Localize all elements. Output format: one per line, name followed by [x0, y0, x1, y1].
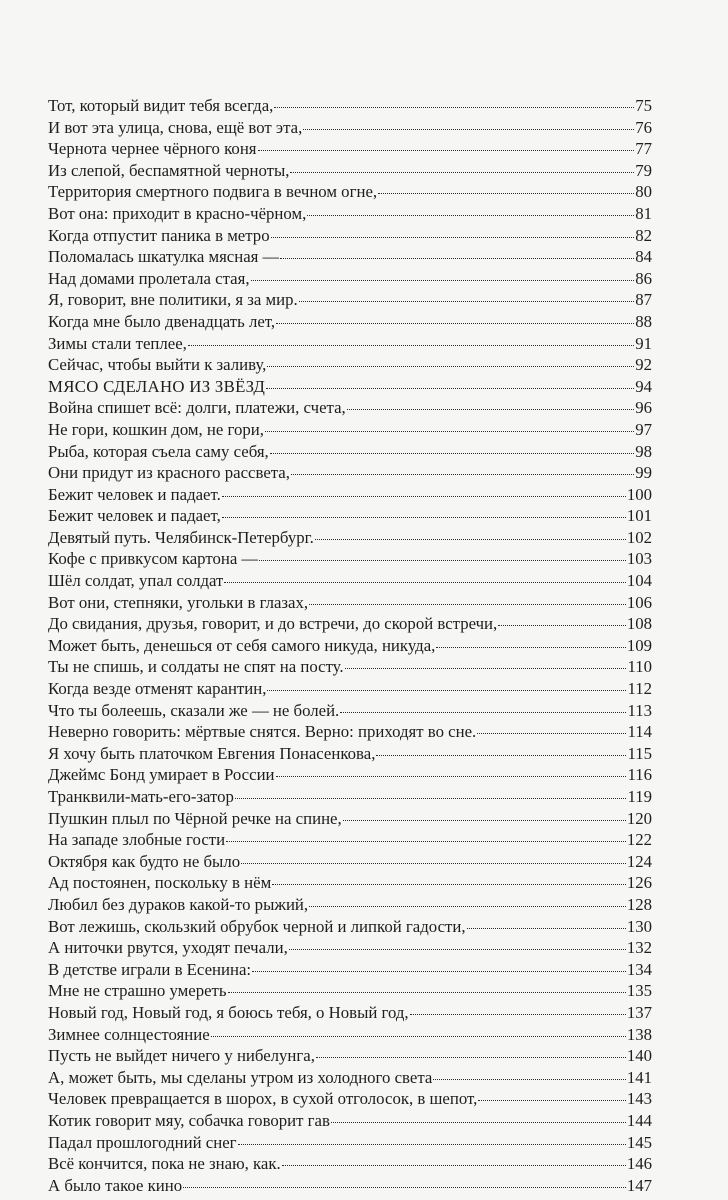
toc-entry-title: Война спишет всё: долги, платежи, счета, — [48, 398, 346, 418]
toc-entry-title: Я хочу быть платочком Евгения Понасенкова, — [48, 743, 376, 763]
toc-entry-title: Всё кончится, пока не знаю, как. — [48, 1154, 281, 1174]
toc-entry — [48, 916, 652, 938]
toc-dot-leader — [280, 258, 634, 259]
toc-page-number: 124 — [626, 851, 652, 871]
toc-page-number: 101 — [626, 506, 652, 526]
toc-page-number: 76 — [635, 117, 652, 137]
toc-entry-title: Вот лежишь, скользкий обрубок черной и липкой гадости, — [48, 916, 466, 936]
toc-entry — [48, 160, 652, 182]
toc-page-number: 135 — [626, 981, 652, 1001]
toc-page-number: 84 — [635, 247, 652, 267]
toc-dot-leader — [309, 906, 626, 907]
toc-entry — [48, 311, 652, 333]
toc-entry — [48, 592, 652, 614]
toc-entry-title: А было такое кино — [48, 1175, 183, 1195]
toc-page-number: 147 — [626, 1175, 652, 1195]
toc-entry-title: А ниточки рвутся, уходят печали, — [48, 938, 288, 958]
toc-entry — [48, 441, 652, 463]
toc-page-number: 146 — [626, 1154, 652, 1174]
toc-entry-title: Пусть не выйдет ничего у нибелунга, — [48, 1046, 315, 1066]
toc-page-number: 88 — [635, 311, 652, 331]
toc-entry — [48, 1153, 652, 1175]
toc-entry — [48, 743, 652, 765]
toc-dot-leader — [340, 712, 626, 713]
toc-dot-leader — [222, 496, 626, 497]
toc-page-number: 100 — [626, 484, 652, 504]
toc-page-number: 115 — [627, 743, 652, 763]
toc-entry-title: Сейчас, чтобы выйти к заливу, — [48, 355, 267, 375]
toc-page-number: 92 — [635, 355, 652, 375]
toc-dot-leader — [228, 992, 626, 993]
toc-dot-leader — [267, 690, 626, 691]
toc-entry-title: Ты не спишь, и солдаты не спят на посту. — [48, 657, 344, 677]
toc-entry-title: Над домами пролетала стая, — [48, 268, 250, 288]
toc-dot-leader — [258, 150, 635, 151]
toc-page-number: 109 — [626, 635, 652, 655]
toc-page-number: 104 — [626, 571, 652, 591]
toc-dot-leader — [267, 366, 634, 367]
toc-dot-leader — [433, 1079, 626, 1080]
toc-entry — [48, 786, 652, 808]
toc-dot-leader — [265, 431, 634, 432]
toc-dot-leader — [222, 517, 626, 518]
toc-page-number: 120 — [626, 808, 652, 828]
toc-entry-title: Что ты болеешь, сказали же — не болей. — [48, 700, 340, 720]
toc-page-number: 99 — [635, 463, 652, 483]
toc-dot-leader — [252, 971, 626, 972]
toc-entry — [48, 635, 652, 657]
toc-entry — [48, 419, 652, 441]
toc-entry-title: Джеймс Бонд умирает в России — [48, 765, 275, 785]
toc-entry — [48, 613, 652, 635]
toc-page-number: 126 — [626, 873, 652, 893]
toc-dot-leader — [266, 388, 634, 389]
toc-entry — [48, 548, 652, 570]
toc-dot-leader — [188, 345, 634, 346]
toc-entry — [48, 268, 652, 290]
toc-entry — [48, 700, 652, 722]
toc-entry — [48, 354, 652, 376]
toc-page-number: 138 — [626, 1024, 652, 1044]
toc-entry — [48, 181, 652, 203]
toc-page-number: 94 — [635, 376, 652, 396]
toc-entry — [48, 138, 652, 160]
toc-dot-leader — [274, 107, 634, 108]
toc-entry-title: Когда везде отменят карантин, — [48, 679, 267, 699]
toc-page-number: 98 — [635, 441, 652, 461]
toc-dot-leader — [410, 1014, 626, 1015]
toc-page-number: 144 — [626, 1110, 652, 1130]
toc-dot-leader — [276, 776, 627, 777]
toc-page-number: 106 — [626, 592, 652, 612]
toc-page-number: 119 — [627, 787, 652, 806]
toc-entry — [48, 527, 652, 549]
toc-dot-leader — [347, 409, 635, 410]
toc-dot-leader — [343, 820, 626, 821]
toc-entry — [48, 484, 652, 506]
toc-page-number: 86 — [635, 268, 652, 288]
toc-entry — [48, 1067, 652, 1089]
toc-dot-leader — [272, 884, 626, 885]
toc-page-number: 96 — [635, 398, 652, 418]
toc-dot-leader — [224, 582, 625, 583]
toc-entry — [48, 397, 652, 419]
toc-entry — [48, 117, 652, 139]
toc-entry-title: Человек превращается в шорох, в сухой отголосок, в шепот, — [48, 1089, 478, 1109]
toc-page-number: 128 — [626, 894, 652, 914]
toc-dot-leader — [270, 453, 634, 454]
toc-entry-title: Любил без дураков какой-то рыжий, — [48, 894, 309, 914]
toc-entry — [48, 851, 652, 873]
toc-page-number: 81 — [635, 203, 652, 223]
toc-dot-leader — [271, 237, 635, 238]
toc-page-number: 122 — [626, 830, 652, 850]
toc-page-number: 134 — [626, 959, 652, 979]
toc-page-number: 145 — [626, 1132, 652, 1152]
toc-entry — [48, 462, 652, 484]
toc-entry — [48, 1002, 652, 1024]
toc-page-number: 75 — [635, 96, 652, 115]
toc-entry — [48, 894, 652, 916]
toc-entry-title: Рыба, которая съела саму себя, — [48, 441, 269, 461]
toc-dot-leader — [276, 323, 634, 324]
toc-entry-title: Новый год, Новый год, я боюсь тебя, о Новый год, — [48, 1002, 409, 1022]
toc-page-number: 82 — [635, 225, 652, 245]
toc-dot-leader — [477, 733, 626, 734]
toc-entry — [48, 570, 652, 592]
toc-entry-title: Бежит человек и падает, — [48, 506, 221, 526]
toc-entry-title: Из слепой, беспамятной черноты, — [48, 160, 290, 180]
toc-entry — [48, 246, 652, 268]
toc-dot-leader — [183, 1187, 626, 1188]
toc-entry — [48, 1024, 652, 1046]
toc-entry — [48, 333, 652, 355]
toc-entry-title: Не гори, кошкин дом, не гори, — [48, 419, 264, 439]
toc-page-number: 132 — [626, 938, 652, 958]
toc-entry — [48, 721, 652, 743]
toc-entry-title: Вот она: приходит в красно-чёрном, — [48, 203, 307, 223]
toc-entry — [48, 225, 652, 247]
toc-page-number: 140 — [626, 1046, 652, 1066]
toc-dot-leader — [331, 1122, 626, 1123]
toc-page-number: 116 — [627, 765, 652, 785]
toc-dot-leader — [478, 1100, 626, 1101]
toc-page-number: 103 — [626, 549, 652, 569]
toc-entry-title: Октября как будто не было — [48, 851, 241, 871]
toc-entry-title: Пушкин плыл по Чёрной речке на спине, — [48, 808, 342, 828]
toc-dot-leader — [303, 129, 634, 130]
toc-entry-title: Бежит человек и падает. — [48, 484, 221, 504]
toc-entry — [48, 505, 652, 527]
toc-entry-title: В детстве играли в Есенина: — [48, 959, 252, 979]
toc-dot-leader — [316, 1057, 626, 1058]
toc-section-row — [48, 376, 652, 398]
toc-entry-title: Кофе с привкусом картона — — [48, 549, 259, 569]
toc-entry-title: Падал прошлогодний снег — [48, 1132, 237, 1152]
toc-entry-title: И вот эта улица, снова, ещё вот эта, — [48, 117, 303, 137]
toc-entry-title: Котик говорит мяу, собачка говорит гав — [48, 1110, 330, 1130]
toc-dot-leader — [238, 1144, 626, 1145]
toc-page-number: 110 — [627, 657, 652, 677]
toc-entry — [48, 1110, 652, 1132]
toc-entry — [48, 656, 652, 678]
toc-entry-title: Вот они, степняки, угольки в глазах, — [48, 592, 309, 612]
toc-page-number: 80 — [635, 182, 652, 202]
toc-dot-leader — [307, 215, 634, 216]
toc-page-number: 141 — [626, 1067, 652, 1087]
toc-dot-leader — [467, 928, 626, 929]
toc-page-number: 87 — [635, 290, 652, 310]
toc-entry-title: Неверно говорить: мёртвые снятся. Верно: приходят во сне. — [48, 722, 477, 742]
toc-entry — [48, 937, 652, 959]
toc-page-number: 130 — [626, 916, 652, 936]
toc-page-number: 108 — [626, 614, 652, 634]
toc-entry-title: Я, говорит, вне политики, я за мир. — [48, 290, 298, 310]
toc-entry-title: Девятый путь. Челябинск-Петербург. — [48, 527, 314, 547]
toc-entry-title: Шёл солдат, упал солдат — [48, 571, 224, 591]
toc-dot-leader — [251, 280, 635, 281]
toc-entry — [48, 95, 652, 117]
toc-page-number: 114 — [627, 722, 652, 742]
toc-page-number: 91 — [635, 333, 652, 353]
toc-entry-title: Ад постоянен, поскольку в нём — [48, 873, 272, 893]
toc-dot-leader — [376, 755, 626, 756]
toc-entry — [48, 289, 652, 311]
toc-dot-leader — [282, 1165, 626, 1166]
toc-entry — [48, 1175, 652, 1197]
toc-page-number: 77 — [635, 139, 652, 159]
toc-entry-title: Тот, который видит тебя всегда, — [48, 96, 274, 115]
toc-entry — [48, 980, 652, 1002]
toc-entry — [48, 203, 652, 225]
toc-dot-leader — [299, 301, 634, 302]
toc-dot-leader — [436, 647, 625, 648]
toc-entry-title: Когда мне было двенадцать лет, — [48, 311, 276, 331]
toc-entry-title: А, может быть, мы сделаны утром из холодного света — [48, 1067, 433, 1087]
toc-entry-title: Мне не страшно умереть — [48, 981, 227, 1001]
toc-entry-title: Транквили-мать-его-затор — [48, 787, 234, 806]
toc-entry-title: Зимы стали теплее, — [48, 333, 187, 353]
toc-dot-leader — [315, 539, 626, 540]
toc-entry-title: Поломалась шкатулка мясная — — [48, 247, 280, 267]
toc-entry — [48, 1088, 652, 1110]
toc-page-number: 112 — [627, 679, 652, 699]
toc-entry — [48, 764, 652, 786]
toc-dot-leader — [291, 474, 634, 475]
toc-dot-leader — [241, 863, 626, 864]
toc-page-number: 79 — [635, 160, 652, 180]
toc-entry-title: Может быть, денешься от себя самого никуда, никуда, — [48, 635, 436, 655]
toc-dot-leader — [290, 172, 634, 173]
toc-dot-leader — [259, 560, 626, 561]
toc-page-number: 113 — [627, 700, 652, 720]
toc-entry — [48, 872, 652, 894]
toc-page-number: 143 — [626, 1089, 652, 1109]
toc-entry-title: Чернота чернее чёрного коня — [48, 139, 257, 159]
toc-entry — [48, 1132, 652, 1154]
toc-dot-leader — [289, 949, 626, 950]
toc-page-number: 137 — [626, 1002, 652, 1022]
toc-dot-leader — [498, 625, 626, 626]
toc-page-number: 102 — [626, 527, 652, 547]
toc-entry-title: Когда отпустит паника в метро — [48, 225, 270, 245]
toc-entry-title: Они придут из красного рассвета, — [48, 463, 290, 483]
toc-dot-leader — [226, 841, 626, 842]
toc-page-number: 97 — [635, 419, 652, 439]
toc-entry-title: До свидания, друзья, говорит, и до встречи, до скорой встречи, — [48, 614, 498, 634]
toc-entry — [48, 959, 652, 981]
toc-section-title: МЯСО СДЕЛАНО ИЗ ЗВЁЗД — [48, 376, 266, 396]
toc-dot-leader — [211, 1036, 626, 1037]
toc-entry — [48, 1045, 652, 1067]
toc-entry-title: Зимнее солнцестояние — [48, 1024, 210, 1044]
toc-entry — [48, 829, 652, 851]
table-of-contents — [48, 95, 652, 1196]
toc-dot-leader — [378, 193, 634, 194]
toc-dot-leader — [309, 604, 626, 605]
toc-entry — [48, 678, 652, 700]
toc-entry — [48, 808, 652, 830]
toc-dot-leader — [235, 798, 626, 799]
toc-dot-leader — [345, 668, 627, 669]
toc-entry-title: Территория смертного подвига в вечном огне, — [48, 182, 378, 202]
toc-entry-title: На западе злобные гости — [48, 830, 226, 850]
